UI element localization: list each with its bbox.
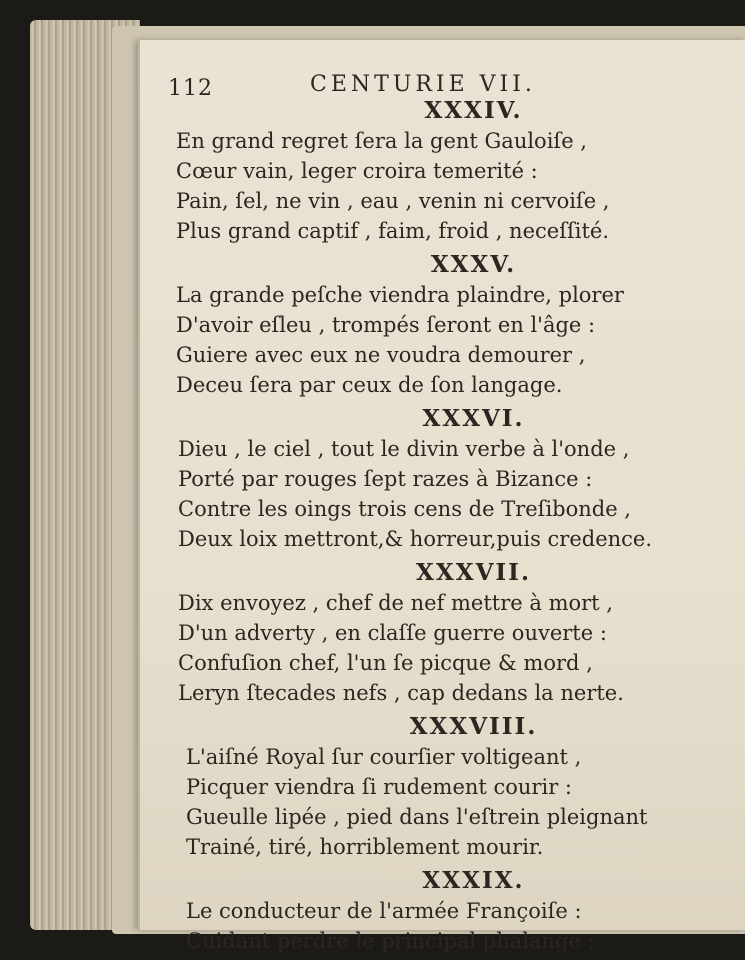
book-page <box>138 40 745 953</box>
verse-line: Deceu ſera par ceux de ſon langage. <box>176 373 563 397</box>
verse-line: L'aiſné Royal ſur courſier voltigeant , <box>186 745 582 769</box>
verse-line: La grande peſche viendra plaindre, plorer <box>176 283 624 307</box>
verse-line: D'avoir eſleu , trompés ſeront en l'âge : <box>176 313 596 337</box>
verse-line: Contre les oings trois cens de Treſibonde , <box>178 497 631 521</box>
quatrain-numeral: XXXV. <box>430 251 517 278</box>
verse-line: Deux loix mettront,& horreur,puis credence. <box>178 527 653 551</box>
verse-line: Porté par rouges ſept razes à Bizance : <box>178 467 593 491</box>
verse-line: Trainé, tiré, horriblement mourir. <box>186 835 544 859</box>
verse-line: Confuſion chef, l'un ſe picque & mord , <box>178 651 593 675</box>
verse-line: En grand regret ſera la gent Gauloiſe , <box>176 129 587 153</box>
running-title: CENTURIE VII. <box>310 72 536 97</box>
quatrain-numeral: XXXIV. <box>424 97 523 124</box>
verse-content <box>140 96 745 960</box>
quatrain-numeral: XXXVIII. <box>409 713 538 740</box>
quatrain <box>140 712 745 862</box>
verse-line: D'un adverty , en claſſe guerre ouverte : <box>178 621 607 645</box>
quatrain-numeral: XXXVI. <box>422 405 525 432</box>
quatrain <box>140 250 745 400</box>
verse-line: Le conducteur de l'armée Françoiſe : <box>186 899 582 923</box>
quatrain-numeral: XXXIX. <box>422 867 525 894</box>
page-number: 112 <box>168 76 213 101</box>
quatrain <box>140 558 745 708</box>
verse-line: Dix envoyez , chef de nef mettre à mort , <box>178 591 613 615</box>
verse-line: Guiere avec eux ne voudra demourer , <box>176 343 586 367</box>
quatrain <box>140 404 745 554</box>
verse-line: Cuidant perdre le principal phalange : <box>186 929 595 953</box>
verse-line: Pain, ſel, ne vin , eau , venin ni cervoiſe , <box>176 189 610 213</box>
verse-line: Gueulle lipée , pied dans l'eſtrein pleignant <box>186 805 648 829</box>
verse-line: Picquer viendra ſi rudement courir : <box>186 775 572 799</box>
quatrain-numeral: XXXVII. <box>416 559 531 586</box>
quatrain <box>140 96 745 246</box>
verse-line: Plus grand captif , faim, froid , neceſſité. <box>176 219 610 243</box>
verse-line: Cœur vain, leger croira temerité : <box>176 159 538 183</box>
verse-line: Leryn ſtecades nefs , cap dedans la nerte. <box>178 681 624 705</box>
quatrain <box>140 866 745 956</box>
verse-line: Dieu , le ciel , tout le divin verbe à l'onde , <box>178 437 630 461</box>
